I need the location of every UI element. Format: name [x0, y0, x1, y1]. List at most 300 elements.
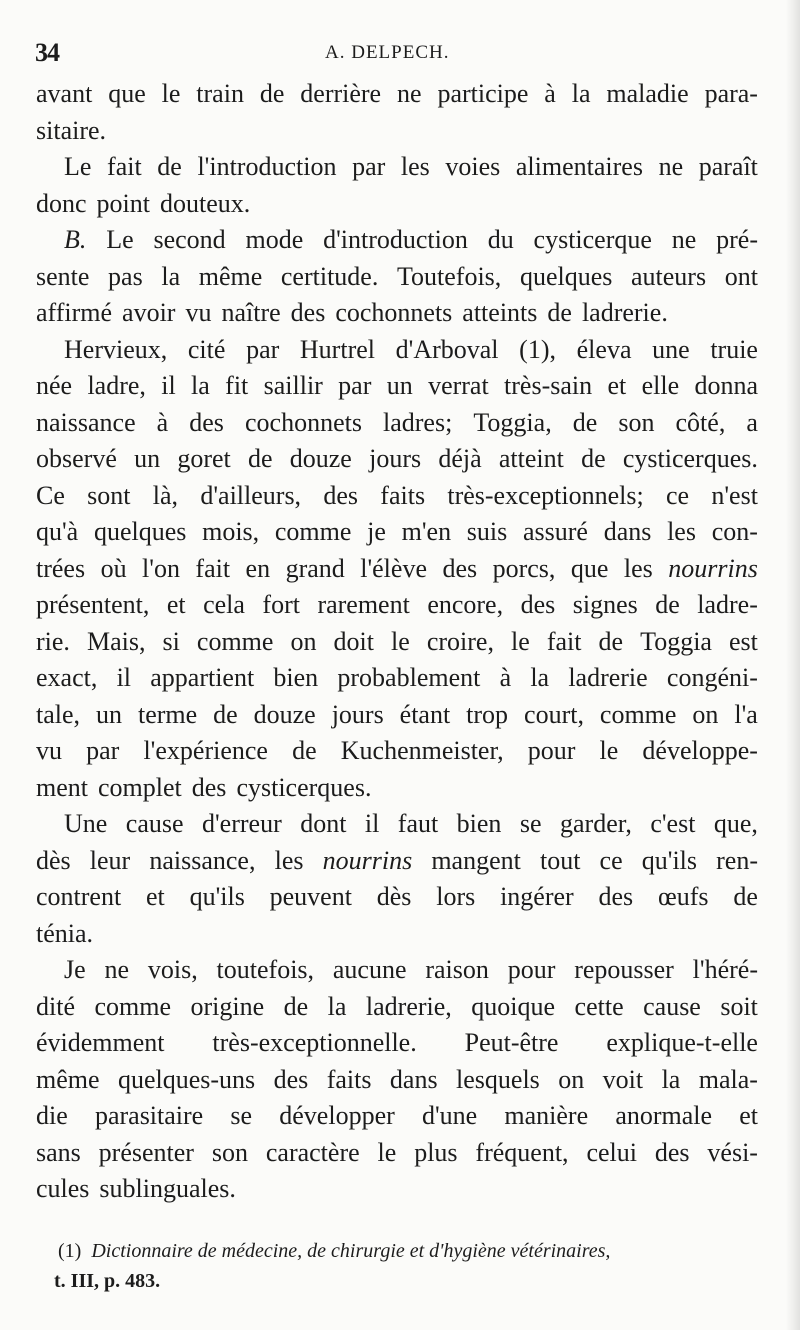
word: ladrerie.: [581, 298, 668, 327]
word: on: [290, 626, 317, 656]
word: toutefois,: [216, 955, 315, 984]
word: très-sain: [504, 371, 593, 400]
word: certitude.: [280, 261, 379, 291]
word: douze: [289, 444, 352, 473]
word: leur: [89, 845, 131, 875]
word: dès: [36, 845, 71, 875]
word: participe: [437, 79, 529, 108]
word: paraît: [698, 152, 758, 181]
word: mois,: [202, 517, 260, 546]
word: naître: [221, 298, 281, 327]
footnote-reference: t. III, p. 483.: [54, 1270, 161, 1292]
word: avoir: [122, 298, 176, 327]
word: douteux.: [160, 188, 251, 218]
word: contrent: [36, 882, 122, 911]
word: Le: [64, 152, 92, 181]
word: die: [36, 1101, 68, 1130]
text-line: [36, 1135, 758, 1172]
word: atteint: [498, 444, 564, 473]
word: nourrins: [668, 553, 758, 583]
word: et: [166, 590, 186, 619]
word: auteurs: [630, 261, 707, 291]
word: dité: [36, 991, 75, 1021]
word: ce: [666, 480, 690, 510]
word: Toggia: [640, 626, 712, 656]
word: d'erreur: [201, 809, 282, 838]
word: vu: [36, 736, 62, 765]
word: à: [156, 407, 169, 437]
word: fait: [195, 553, 231, 583]
word: vu: [185, 298, 212, 327]
text-line: [36, 1062, 758, 1099]
word: en: [245, 553, 271, 583]
text-line: [36, 1025, 758, 1062]
text-line: [36, 624, 758, 661]
word: jours: [369, 444, 422, 473]
word: terme: [137, 699, 198, 729]
word: encore,: [427, 590, 504, 619]
word: celui: [586, 1137, 637, 1167]
word: sans: [36, 1137, 81, 1167]
word: jours: [331, 699, 384, 729]
word: explique-t-elle: [606, 1028, 758, 1057]
word: quelques-uns: [117, 1064, 256, 1094]
word: lors: [436, 882, 476, 911]
word: sont: [87, 480, 131, 510]
text-line: [36, 76, 758, 113]
word: la: [530, 663, 550, 692]
word: les: [400, 152, 430, 181]
word: sublinguales.: [99, 1174, 236, 1203]
word: Je: [64, 955, 86, 984]
text-line: [36, 441, 758, 478]
text-line: [36, 697, 758, 734]
word: observé: [36, 444, 117, 473]
text-line: [36, 368, 758, 405]
word: ment: [36, 772, 88, 802]
word: plus: [414, 1137, 458, 1167]
word: la: [571, 79, 591, 108]
word: nourrins: [322, 845, 413, 875]
word: origine: [190, 991, 265, 1021]
word: un: [386, 371, 413, 400]
word: complet: [98, 772, 182, 802]
word: l'a: [734, 699, 758, 729]
word: derrière: [300, 79, 382, 108]
text-line: [36, 952, 758, 989]
word: cysticerques.: [236, 772, 372, 802]
word: que: [570, 553, 609, 583]
word: le: [161, 79, 181, 108]
text-line: [36, 332, 758, 369]
word: trées: [36, 553, 86, 583]
word: grand: [285, 553, 345, 583]
word: Mais,: [86, 626, 146, 656]
word: là,: [152, 480, 179, 510]
word: para-: [704, 79, 758, 108]
word: cause: [125, 809, 184, 838]
text-line: [36, 1098, 758, 1135]
word: douze: [253, 699, 316, 729]
word: d'Arboval: [395, 334, 499, 364]
body-text: [36, 76, 758, 1208]
word: des: [191, 772, 227, 802]
word: des: [654, 1137, 690, 1167]
word: fait: [546, 626, 582, 656]
footnote-number: (1): [58, 1240, 82, 1262]
word: croire,: [426, 626, 494, 656]
text-line: [36, 222, 758, 259]
word: de: [598, 626, 624, 656]
word: porcs,: [492, 553, 556, 583]
word: Toggia,: [473, 407, 552, 437]
word: si: [162, 626, 180, 656]
word: quelques: [519, 261, 613, 291]
word: voit: [602, 1064, 644, 1094]
word: rarement: [317, 590, 410, 619]
word: la: [191, 371, 210, 400]
text-line: [36, 514, 758, 551]
word: ce: [599, 845, 623, 875]
word: de: [292, 736, 317, 765]
word: éleva: [576, 334, 632, 364]
text-line: [36, 149, 758, 186]
word: œufs: [657, 882, 709, 911]
word: des: [290, 298, 326, 327]
word: court,: [524, 699, 584, 729]
word: son: [618, 407, 655, 437]
word: côté,: [675, 407, 726, 437]
word: la: [327, 991, 347, 1021]
word: très-exceptionnels;: [447, 480, 644, 510]
text-line: [36, 989, 758, 1026]
word: goret: [177, 444, 231, 473]
word: exact,: [36, 663, 98, 692]
word: les: [667, 517, 696, 546]
word: a: [746, 407, 758, 437]
word: (1),: [519, 334, 556, 364]
word: que,: [713, 809, 758, 838]
word: mala-: [698, 1064, 758, 1094]
word: ne: [671, 225, 697, 254]
word: l'élève: [360, 553, 427, 583]
word: cochonnets: [335, 298, 453, 327]
word: ténia.: [36, 918, 94, 948]
word: cysticerque: [533, 225, 652, 254]
word: dont: [300, 809, 347, 838]
word: truie: [710, 334, 758, 364]
word: ne: [658, 152, 684, 181]
word: donc: [36, 188, 87, 218]
word: rie.: [36, 626, 70, 656]
word: le: [391, 626, 410, 656]
word: assuré: [522, 517, 588, 546]
word: fréquent,: [475, 1137, 569, 1167]
word: dans: [603, 517, 652, 546]
word: les: [623, 553, 653, 583]
word: l'expérience: [143, 736, 268, 765]
word: tout: [539, 845, 581, 875]
word: Kuchenmeister,: [340, 736, 504, 765]
word: fait: [107, 152, 142, 181]
word: née: [36, 371, 73, 400]
text-line: [36, 259, 758, 296]
word: elle: [641, 371, 680, 400]
word: lesquels: [456, 1064, 540, 1094]
word: second: [153, 225, 226, 254]
word: de: [733, 882, 758, 911]
footnote-citation: Dictionnaire de médecine, de chirurgie et d'hygiène vétérinaires,: [91, 1240, 611, 1262]
footnote: [54, 1236, 788, 1296]
word: des: [598, 882, 634, 911]
word: des: [442, 553, 478, 583]
word: Le: [106, 225, 134, 254]
word: ladre-: [697, 590, 758, 619]
text-line: [36, 660, 758, 697]
word: cochonnets: [244, 407, 362, 437]
page-header: [35, 38, 765, 74]
page-edge-shadow: [786, 0, 800, 1330]
word: par: [352, 152, 386, 181]
word: étant: [399, 699, 451, 729]
word: cela: [203, 590, 245, 619]
word: ladres;: [383, 407, 453, 437]
word: un: [134, 444, 161, 473]
word: Hervieux,: [64, 334, 168, 364]
word: ren-: [716, 845, 758, 875]
word: alimentaires: [515, 152, 643, 181]
word: mangent: [431, 845, 521, 875]
word: probablement: [337, 663, 481, 692]
word: des: [189, 407, 224, 437]
word: et: [146, 882, 165, 911]
word: se: [230, 1101, 253, 1130]
word: qu'à: [36, 517, 79, 546]
word: doit: [333, 626, 374, 656]
word: de: [655, 590, 680, 619]
text-line: [36, 478, 758, 515]
word: verrat: [428, 371, 489, 400]
word: déjà: [438, 444, 482, 473]
word: d'introduction: [323, 225, 468, 254]
word: raison: [425, 955, 489, 984]
word: il: [161, 371, 176, 400]
page-number: 34: [35, 38, 59, 67]
word: peuvent: [269, 882, 352, 911]
word: un: [96, 699, 122, 729]
word: fit: [225, 371, 249, 400]
word: son: [211, 1137, 248, 1167]
word: développer: [279, 1101, 395, 1130]
word: affirmé: [36, 298, 113, 327]
word: pour: [507, 955, 556, 984]
word: la: [161, 261, 181, 291]
running-head: A. DELPECH.: [325, 42, 450, 63]
word: voies: [445, 152, 501, 181]
word: des: [273, 1064, 309, 1094]
word: train: [196, 79, 244, 108]
word: de: [581, 444, 606, 473]
word: tale,: [36, 699, 81, 729]
word: naissance: [36, 407, 136, 437]
word: cysticerques.: [622, 444, 758, 473]
word: aucune: [332, 955, 407, 984]
word: bien: [456, 809, 502, 838]
word: bien: [273, 663, 319, 692]
word: le: [511, 626, 530, 656]
word: naissance,: [149, 845, 256, 875]
word: comme: [599, 699, 677, 729]
word: vois,: [147, 955, 198, 984]
word: trop: [466, 699, 509, 729]
text-line: [36, 405, 758, 442]
word: cité: [187, 334, 226, 364]
word: ne: [104, 955, 130, 984]
word: se: [519, 809, 542, 838]
word: le: [599, 736, 619, 765]
word: et: [739, 1101, 758, 1130]
word: très-exceptionnelle.: [212, 1028, 417, 1057]
word: vési-: [707, 1137, 758, 1167]
word: par: [338, 371, 372, 400]
word: ont: [724, 261, 758, 291]
word: par: [86, 736, 120, 765]
word: repousser: [574, 955, 674, 984]
word: ne: [397, 79, 422, 108]
word: comme: [274, 517, 352, 546]
word: sente: [36, 261, 90, 291]
word: mode: [245, 225, 304, 254]
text-line: [36, 113, 758, 150]
text-line: [36, 806, 758, 843]
word: ladrerie: [568, 663, 648, 692]
word: pour: [527, 736, 576, 765]
word: Toutefois,: [396, 261, 502, 291]
word: il: [116, 663, 132, 692]
word: de: [157, 152, 182, 181]
word: signes: [572, 590, 638, 619]
text-line: [36, 733, 758, 770]
word: du: [487, 225, 514, 254]
word: on: [558, 1064, 585, 1094]
word: faits: [380, 480, 426, 510]
word: que: [108, 79, 146, 108]
word: où: [100, 553, 127, 583]
word: parasitaire: [94, 1101, 204, 1130]
word: une: [652, 334, 690, 364]
word: ladrerie,: [365, 991, 452, 1021]
word: la: [661, 1064, 681, 1094]
word: de: [283, 991, 309, 1021]
word: suis: [466, 517, 508, 546]
word: saillir: [263, 371, 323, 400]
word: de: [247, 444, 273, 473]
word: quoique: [471, 991, 556, 1021]
word: Hurtrel: [299, 334, 375, 364]
word: dans: [389, 1064, 438, 1094]
word: faits: [326, 1064, 372, 1094]
word: atteints: [462, 298, 538, 327]
word: ingérer: [500, 882, 574, 911]
word: Ce: [36, 480, 65, 510]
word: congéni-: [666, 663, 758, 692]
text-line: [36, 843, 758, 880]
word: même: [198, 261, 263, 291]
word: d'ailleurs,: [200, 480, 302, 510]
word: manière: [504, 1101, 589, 1130]
word: développe-: [642, 736, 758, 765]
word: l'introduction: [197, 152, 337, 181]
word: à: [499, 663, 512, 692]
text-line: [36, 770, 758, 807]
word: cause: [643, 991, 701, 1021]
word: par: [246, 334, 280, 364]
word: con-: [711, 517, 758, 546]
text-line: [36, 295, 758, 332]
word: qu'ils: [189, 882, 245, 911]
word: je: [367, 517, 386, 546]
word: maladie: [606, 79, 689, 108]
word: comme: [196, 626, 274, 656]
word: cette: [574, 991, 624, 1021]
word: m'en: [401, 517, 452, 546]
word: B.: [64, 225, 87, 254]
text-line: [36, 879, 758, 916]
word: le: [377, 1137, 397, 1167]
word: présenter: [98, 1137, 194, 1167]
word: de: [259, 79, 285, 108]
word: et: [607, 371, 627, 400]
word: des: [520, 590, 556, 619]
word: à: [544, 79, 556, 108]
word: cules: [36, 1174, 90, 1203]
footnote-line: [58, 1236, 780, 1266]
word: comme: [94, 991, 172, 1021]
word: Une: [64, 809, 108, 838]
word: présentent,: [36, 590, 150, 619]
word: de: [547, 298, 572, 327]
word: pré-: [716, 225, 758, 254]
word: on: [692, 699, 719, 729]
text-line: [36, 551, 758, 588]
word: l'héré-: [692, 955, 758, 984]
word: dès: [376, 882, 412, 911]
text-line: [36, 916, 758, 953]
word: de: [572, 407, 598, 437]
text-line: [36, 587, 758, 624]
text-line: [36, 1171, 758, 1208]
word: Peut-être: [464, 1028, 559, 1057]
word: caractère: [265, 1137, 360, 1167]
word: sitaire.: [36, 115, 107, 145]
text-line: [36, 186, 758, 223]
word: même: [36, 1064, 100, 1094]
word: il: [364, 809, 380, 838]
word: ladre,: [87, 371, 146, 400]
word: quelques: [93, 517, 187, 546]
word: appartient: [150, 663, 255, 692]
word: évidemment: [36, 1028, 165, 1057]
word: faut: [397, 809, 439, 838]
word: n'est: [711, 480, 758, 510]
word: anormale: [615, 1101, 713, 1130]
word: est: [729, 626, 758, 656]
word: les: [274, 845, 304, 875]
word: des: [323, 480, 359, 510]
word: garder,: [560, 809, 632, 838]
word: pas: [108, 261, 143, 291]
word: donna: [694, 371, 758, 400]
